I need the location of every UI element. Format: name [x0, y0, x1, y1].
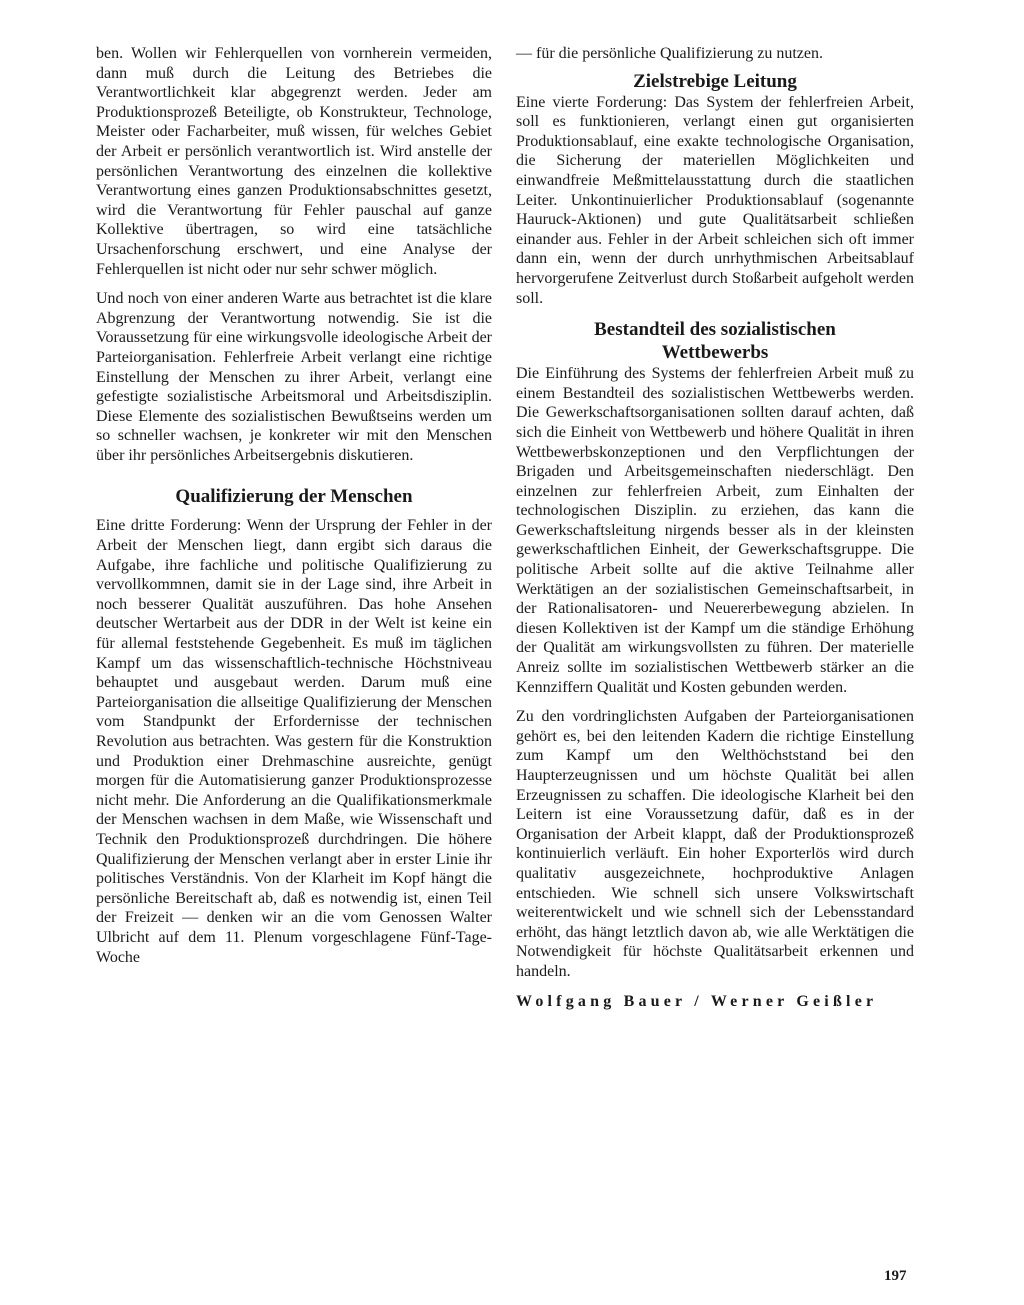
- heading-bestandteil: [516, 318, 914, 364]
- paragraph-einfuehrung: Die Einführung des Systems der fehlerfreien Arbeit muß zu einem Bestandteil des sozialistischen Wettbewerbs werden. Die Gewerkschaftsorganisationen sollten darauf achten, daß sich die Einheit von Wettbewerb und höhere Qualität in ihren Wettbewerbskonzeptionen und den Verpflichtungen der Brigaden und Arbeitsgemeinschaften niederschlägt. Den einzelnen zur fehlerfreien Arbeit, zum Einhalten der technologischen Disziplin. zu erziehen, das kann die Gewerkschaftsleitung nirgends besser als in der kleinsten gewerkschaftlichen Einheit, der Gewerkschaftsgruppe. Die politische Arbeit sollte auf die aktive Teilnahme aller Werktätigen an der sozialistischen Gemeinschaftsarbeit, in der Rationalisatoren- und Neuererbewegung abzielen. In diesen Kollektiven ist der Kampf um die ständige Erhöhung der Qualität am wirkungsvollsten zu führen. Der materielle Anreiz sollte im sozialistischen Wettbewerb stärker an die Kennziffern Qualität und Kosten gebunden werden.: [516, 365, 914, 696]
- right-column: [516, 44, 914, 1012]
- heading-qualifizierung: Qualifizierung der Menschen: [175, 486, 413, 508]
- paragraph-dritte-forderung: Eine dritte Forderung: Wenn der Ursprung der Fehler in der Arbeit der Menschen liegt, dann ergibt sich daraus die Aufgabe, ihre fachliche und politische Qualifizierung zu vervollkommnen, damit sie in der Lage sind, ihre Arbeit in noch besserer Qualität auszuführen. Das hohe Ansehen deutscher Wertarbeit aus der DDR in der Welt ist keine ein für allemal feststehende Gegebenheit. Es muß im täglichen Kampf um das wissenschaftlich-technische Höchstniveau behauptet und ausgebaut werden. Darum muß eine Parteiorganisation die allseitige Qualifizierung der Menschen vom Standpunkt der Erfordernisse der technischen Revolution aus betrachten. Was gestern für die Konstruktion und Produktion einer Drehmaschine ausreichte, genügt morgen für die Automatisierung ganzer Produktionsprozesse nicht mehr. Die Anforderung an die Qualifikationsmerkmale der Menschen wachsen in dem Maße, wie Wissenschaft und Technik den Produktionsprozeß durchdringen. Die höhere Qualifizierung der Menschen verlangt aber in erster Linie ihr politisches Verständnis. Von der Klarheit im Kopf hängt die persönliche Bereitschaft ab, daß es notwendig ist, einen Teil der Freizeit — denken wir an die vom Genossen Walter Ulbricht auf dem 11. Plenum vorgeschlagene Fünf-Tage-Woche: [96, 517, 492, 966]
- heading-bestandteil-line2: Wettbewerbs: [661, 342, 769, 364]
- paragraph-abgrenzung: Und noch von einer anderen Warte aus betrachtet ist die klare Abgrenzung der Verantwortung notwendig. Sie ist die Voraussetzung für eine wirkungsvolle ideologische Arbeit der Parteiorganisation. Fehlerfreie Arbeit verlangt eine richtige Einstellung der Menschen zu ihrer Arbeit, verlangt eine gefestigte sozialistische Arbeitsmoral und Arbeitsdisziplin. Diese Elemente des sozialistischen Bewußtseins werden um so schneller wachsen, je konkreter wir mit den Menschen über ihr persönliches Arbeitsergebnis diskutieren.: [96, 290, 492, 464]
- heading-zielstrebige-leitung: Zielstrebige Leitung: [633, 70, 797, 92]
- author-byline: Wolfgang Bauer / Werner Geißler: [516, 992, 878, 1010]
- page-number: 197: [884, 1268, 907, 1284]
- paragraph-aufgaben-parteiorganisationen: Zu den vordringlichsten Aufgaben der Parteiorganisationen gehört es, bei den leitenden Kadern die richtige Einstellung zum Kampf um den Welthöchststand bei den Haupterzeugnissen und um höchste Qualität bei allen Erzeugnissen zu schaffen. Die ideologische Klarheit bei den Leitern ist eine Voraussetzung dafür, daß es in der Organisation der Arbeit klappt, daß der Produktionsprozeß kontinuierlich verläuft. Ein hoher Exporterlös wird durch qualitativ ausgezeichnete, hochproduktive Anlagen entschieden. Wie schnell sich unsere Volkswirtschaft weiterentwickelt und wie schnell sich der Lebensstandard erhöht, das hängt letztlich davon ab, wie alle Werktätigen die Notwendigkeit für höchste Qualitätsarbeit erkennen und handeln.: [516, 708, 914, 980]
- heading-bestandteil-line1: Bestandteil des sozialistischen: [594, 319, 836, 341]
- paragraph-verantwortlichkeit: ben. Wollen wir Fehlerquellen von vornherein vermeiden, dann muß durch die Leitung des Betriebes die Verantwortlichkeit klar abgegrenzt werden. Jeder am Produktionsprozeß Beteiligte, ob Konstrukteur, Technologe, Meister oder Facharbeiter, muß wissen, für welches Gebiet der Arbeit er persönlich verantwortlich ist. Wird anstelle der persönlichen Verantwortung des einzelnen die kollektive Verantwortung eines ganzen Produktionsabschnittes gesetzt, wird die Verantwortung für Fehler pauschal auf ganze Kollektive übertragen, so wird eine tatsächliche Ursachenforschung erschwert, und eine Analyse der Fehlerquellen ist nicht oder nur sehr schwer möglich.: [96, 45, 492, 278]
- left-column: [96, 44, 492, 977]
- paragraph-qualifizierung-nutzen: — für die persönliche Qualifizierung zu nutzen.: [516, 45, 823, 62]
- paragraph-vierte-forderung: Eine vierte Forderung: Das System der fehlerfreien Arbeit, soll es funktionieren, verlangt einen gut organisierten Produktionsablauf, eine exakte technologische Organisation, die Sicherung der materiellen Möglichkeiten und einwandfreie Meßmittelausstattung durch die staatlichen Leiter. Unkontinuierlicher Produktionsablauf (sogenannte Hauruck-Aktionen) und gute Qualitätsarbeit schließen einander aus. Fehler in der Arbeit schleichen sich oft immer dann ein, wenn der durch unrhythmischen Arbeitsablauf hervorgerufene Zeitverlust durch Stoßarbeit aufgeholt werden soll.: [516, 93, 914, 307]
